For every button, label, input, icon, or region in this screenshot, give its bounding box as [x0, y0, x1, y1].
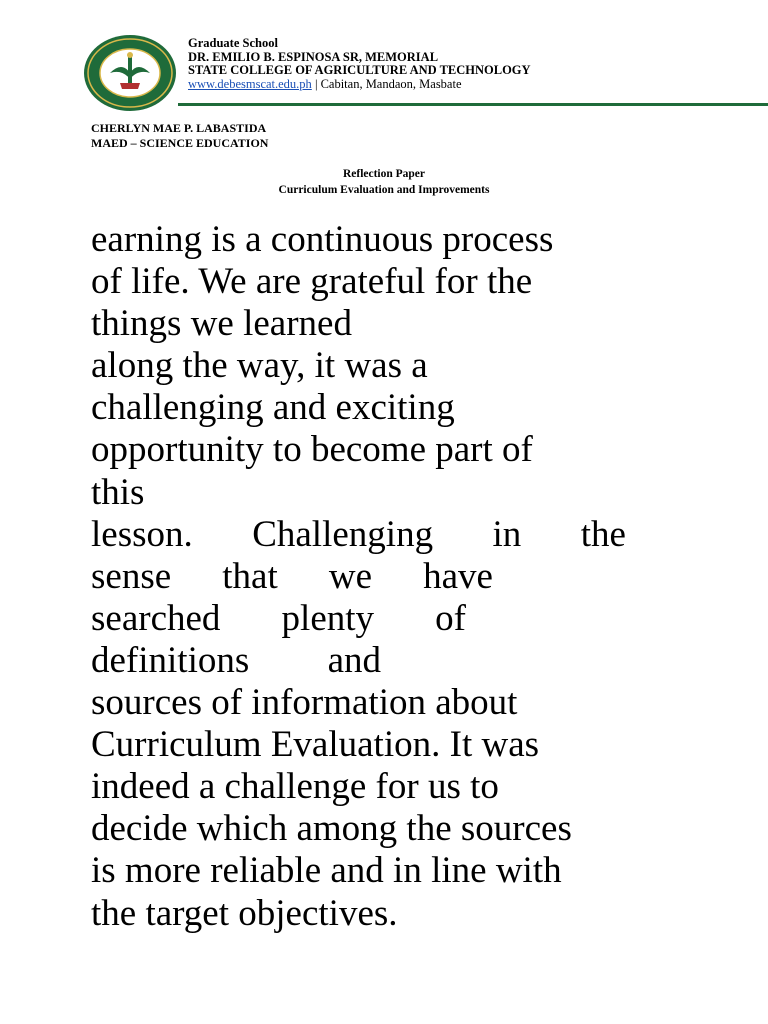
school-name: Graduate School — [188, 36, 278, 50]
body-line: challenging and exciting — [91, 387, 455, 429]
contact-line — [188, 78, 531, 92]
body-line: decide which among the sources — [91, 808, 572, 850]
body-line: definitions and — [91, 639, 381, 681]
author-block — [91, 121, 268, 151]
body-line: the target objectives. — [91, 892, 398, 934]
reflection-body — [91, 219, 691, 935]
body-line: sense that we have — [91, 555, 493, 597]
body-line: Curriculum Evaluation. It was — [91, 724, 540, 766]
header-divider — [178, 103, 768, 106]
body-line: indeed a challenge for us to — [91, 766, 499, 808]
body-line: earning is a continuous process — [91, 219, 554, 260]
body-line: of life. We are grateful for the — [91, 261, 533, 303]
website-link[interactable]: www.debesmscat.edu.ph — [188, 76, 312, 91]
author-name: CHERLYN MAE P. LABASTIDA — [91, 121, 267, 135]
body-line: sources of information about — [91, 682, 518, 724]
college-name-line2: STATE COLLEGE OF AGRICULTURE AND TECHNOLOGY — [188, 63, 531, 77]
body-line: along the way, it was a — [91, 345, 428, 387]
institution-header — [188, 37, 531, 91]
body-line: things we learned — [91, 303, 352, 345]
paper-type: Reflection Paper — [342, 168, 426, 180]
college-name-line1: DR. EMILIO B. ESPINOSA SR, MEMORIAL — [188, 49, 439, 64]
author-program: MAED – SCIENCE EDUCATION — [91, 136, 269, 150]
address-text: | Cabitan, Mandaon, Masbate — [311, 76, 462, 91]
college-seal-icon — [82, 33, 178, 113]
body-line: this — [91, 471, 145, 513]
paper-title: Curriculum Evaluation and Improvements — [278, 184, 490, 196]
body-line: lesson. Challenging in the — [91, 513, 626, 555]
body-line: opportunity to become part of — [91, 429, 533, 471]
body-line: is more reliable and in line with — [91, 850, 562, 892]
body-line: searched plenty of — [91, 597, 466, 639]
